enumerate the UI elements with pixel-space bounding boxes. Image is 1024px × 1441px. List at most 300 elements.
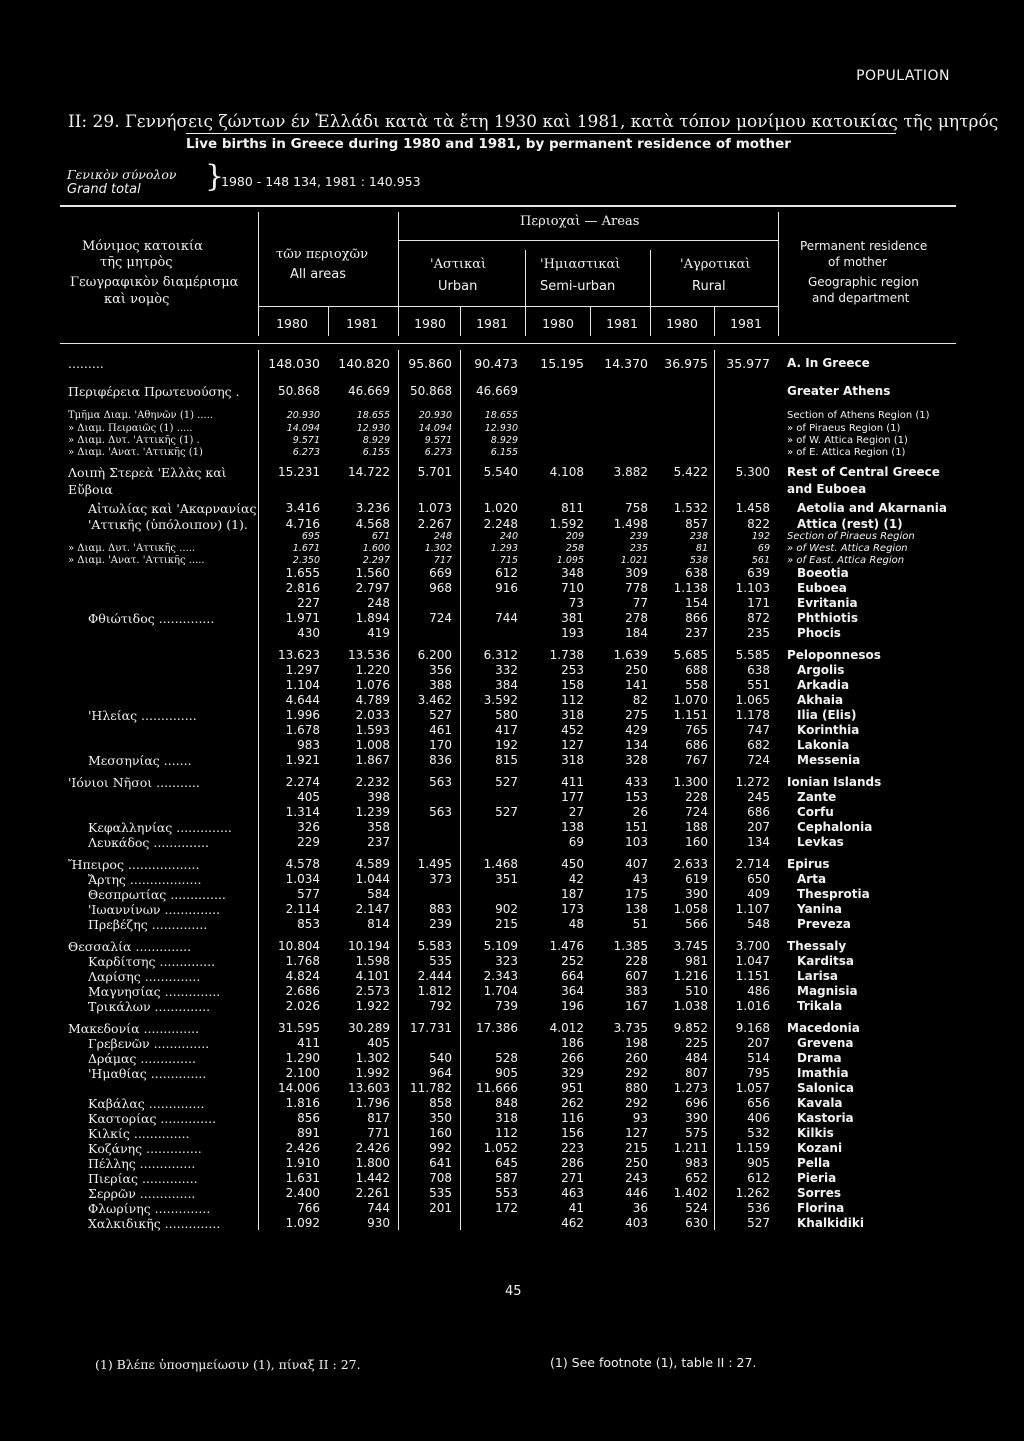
row-value-5: 1.498	[613, 517, 648, 531]
row-label-english: » of Piraeus Region (1)	[787, 423, 901, 434]
table-row	[0, 384, 1024, 402]
row-value-7: 1.057	[735, 1081, 770, 1095]
row-value-5: 103	[625, 835, 648, 849]
grand-total-label-greek: Γενικὸν σύνολον	[67, 167, 177, 182]
row-value-7: 536	[747, 1201, 770, 1215]
row-value-0: 20.930	[286, 410, 320, 421]
row-value-6: 558	[685, 678, 708, 692]
row-value-6: 724	[685, 805, 708, 819]
row-value-6: 807	[685, 1066, 708, 1080]
row-label-english: Messenia	[797, 753, 861, 767]
row-value-3: 112	[495, 1126, 518, 1140]
row-value-1: 1.302	[355, 1051, 390, 1065]
row-value-4: 329	[561, 1066, 584, 1080]
row-label-english: Lakonia	[797, 738, 850, 752]
row-value-7: 69	[757, 543, 770, 554]
row-label-english: Arkadia	[797, 678, 850, 692]
row-value-4: 1.592	[549, 517, 584, 531]
row-label-greek: Κιλκίς ..............	[88, 1126, 190, 1141]
row-value-7: 1.262	[735, 1186, 770, 1200]
row-value-7: 5.300	[735, 465, 770, 479]
year-rural-1980: 1980	[666, 316, 698, 331]
row-value-5: 184	[625, 626, 648, 640]
row-value-1: 1.008	[355, 738, 390, 752]
row-label-english: Phocis	[797, 626, 841, 640]
row-value-1: 1.992	[355, 1066, 390, 1080]
row-value-4: 266	[561, 1051, 584, 1065]
row-label-english: Macedonia	[787, 1021, 860, 1035]
row-value-2: 5.701	[417, 465, 452, 479]
row-value-5: 82	[632, 693, 648, 707]
row-value-3: 1.704	[483, 984, 518, 998]
row-value-5: 446	[625, 1186, 648, 1200]
row-value-0: 229	[297, 835, 320, 849]
year-divider-3	[590, 306, 591, 336]
year-divider-1	[328, 306, 329, 336]
row-label-greek: Γρεβενῶν ..............	[88, 1036, 210, 1051]
row-value-5: 1.385	[613, 939, 648, 953]
row-value-7: 486	[747, 984, 770, 998]
row-value-2: 724	[429, 611, 452, 625]
row-value-2: 20.930	[418, 410, 452, 421]
row-value-0: 227	[297, 596, 320, 610]
row-label-english: Khalkidiki	[797, 1216, 864, 1230]
row-value-1: 8.929	[362, 435, 390, 446]
row-value-3: 5.109	[483, 939, 518, 953]
header-left-line4: καὶ νομὸς	[104, 292, 170, 307]
row-value-6: 3.745	[673, 939, 708, 953]
row-value-0: 2.100	[285, 1066, 320, 1080]
row-value-1: 4.789	[355, 693, 390, 707]
header-all-areas-greek: τῶν περιοχῶν	[276, 247, 369, 262]
row-value-4: 42	[568, 872, 584, 886]
row-label-english: Ionian Islands	[787, 775, 882, 789]
row-value-6: 575	[685, 1126, 708, 1140]
row-value-1: 1.560	[355, 566, 390, 580]
table-title-greek: ΙΙ: 29. Γεννήσεις ζώντων έν Ἑλλάδι κατὰ τὰ ἔτη 1930 καὶ 1981, κατὰ τόπον μονίμου κατοικίας τῆς μητρός	[68, 112, 999, 132]
row-value-0: 13.623	[278, 648, 320, 662]
row-label-english: » of E. Attica Region (1)	[787, 447, 906, 458]
row-label-english: Korinthia	[797, 723, 860, 737]
row-value-3: 192	[495, 738, 518, 752]
row-value-7: 207	[747, 820, 770, 834]
row-label-english: Imathia	[797, 1066, 849, 1080]
header-all-areas-english: All areas	[290, 267, 347, 282]
row-label-greek: Χαλκιδικῆς ..............	[88, 1216, 221, 1231]
row-value-2: 717	[433, 555, 452, 566]
row-value-0: 577	[297, 887, 320, 901]
row-label-greek: Φθιώτιδος ..............	[88, 611, 215, 626]
row-value-0: 1.314	[285, 805, 320, 819]
row-value-0: 1.768	[285, 954, 320, 968]
row-value-2: 992	[429, 1141, 452, 1155]
row-value-6: 1.273	[673, 1081, 708, 1095]
header-rural-english: Rural	[692, 279, 726, 294]
row-value-5: 215	[625, 1141, 648, 1155]
row-value-1: 1.044	[355, 872, 390, 886]
row-value-2: 6.200	[417, 648, 452, 662]
row-value-4: 463	[561, 1186, 584, 1200]
row-value-1: 4.568	[355, 517, 390, 531]
row-value-4: 318	[561, 708, 584, 722]
table-row	[0, 917, 1024, 935]
row-value-7: 639	[747, 566, 770, 580]
row-value-0: 1.290	[285, 1051, 320, 1065]
row-value-5: 26	[632, 805, 648, 819]
row-value-1: 2.426	[355, 1141, 390, 1155]
row-value-4: 1.095	[556, 555, 584, 566]
row-value-5: 43	[632, 872, 648, 886]
row-value-5: 77	[632, 596, 648, 610]
row-value-7: 638	[747, 663, 770, 677]
row-value-5: 250	[625, 1156, 648, 1170]
row-label-english: Pella	[797, 1156, 831, 1170]
row-label-greek: 'Ιόνιοι Νῆσοι ...........	[68, 775, 200, 790]
row-value-3: 46.669	[476, 384, 518, 398]
row-value-5: 14.370	[604, 356, 648, 371]
row-value-2: 1.302	[424, 543, 452, 554]
row-value-4: 664	[561, 969, 584, 983]
row-label-greek: » Διαμ. Πειραιῶς (1) .....	[68, 423, 193, 434]
row-value-6: 154	[685, 596, 708, 610]
row-value-2: 95.860	[408, 356, 452, 371]
row-value-4: 193	[561, 626, 584, 640]
row-value-6: 9.852	[673, 1021, 708, 1035]
header-semi-urban-greek: 'Ημιαστικαὶ	[540, 257, 621, 272]
row-value-1: 2.797	[355, 581, 390, 595]
row-value-7: 1.103	[735, 581, 770, 595]
row-value-6: 619	[685, 872, 708, 886]
row-value-6: 160	[685, 835, 708, 849]
table-row	[0, 465, 1024, 483]
row-value-6: 1.058	[673, 902, 708, 916]
row-value-0: 1.034	[285, 872, 320, 886]
row-value-5: 3.735	[613, 1021, 648, 1035]
row-label-greek: Σερρῶν ..............	[88, 1186, 196, 1201]
row-label-english: Larisa	[797, 969, 839, 983]
row-label-english: Kastoria	[797, 1111, 854, 1125]
row-value-4: 15.195	[540, 356, 584, 371]
row-value-7: 795	[747, 1066, 770, 1080]
row-value-0: 1.671	[292, 543, 320, 554]
row-value-6: 1.402	[673, 1186, 708, 1200]
row-value-4: 348	[561, 566, 584, 580]
row-value-1: 1.796	[355, 1096, 390, 1110]
header-right-line4: and department	[812, 291, 910, 305]
row-value-2: 6.273	[424, 447, 452, 458]
row-value-7: 872	[747, 611, 770, 625]
row-value-3: 90.473	[474, 356, 518, 371]
row-value-3: 8.929	[490, 435, 518, 446]
header-divider-2	[398, 212, 399, 336]
row-value-1: 1.076	[355, 678, 390, 692]
title-rule	[186, 133, 896, 134]
row-value-2: 792	[429, 999, 452, 1013]
row-label-english: Argolis	[797, 663, 845, 677]
row-value-0: 14.006	[278, 1081, 320, 1095]
row-label-greek: » Διαμ. 'Ανατ. 'Αττικῆς .....	[68, 555, 205, 566]
table-row	[0, 626, 1024, 644]
row-value-6: 1.038	[673, 999, 708, 1013]
row-label-greek: Λοιπὴ Στερεὰ 'Ελλὰς καὶ	[68, 465, 227, 480]
row-value-6: 857	[685, 517, 708, 531]
row-value-7: 548	[747, 917, 770, 931]
row-value-1: 46.669	[348, 384, 390, 398]
year-rule	[258, 306, 778, 307]
row-value-1: 1.442	[355, 1171, 390, 1185]
row-label-greek: Πρεβέζης ..............	[88, 917, 208, 932]
row-value-2: 1.495	[417, 857, 452, 871]
row-value-3: 5.540	[483, 465, 518, 479]
row-value-1: 3.236	[355, 501, 390, 515]
row-value-6: 81	[695, 543, 708, 554]
row-value-3: 902	[495, 902, 518, 916]
row-value-3: 553	[495, 1186, 518, 1200]
row-value-1: 1.593	[355, 723, 390, 737]
row-value-0: 14.094	[286, 423, 320, 434]
row-value-6: 1.216	[673, 969, 708, 983]
row-value-3: 6.312	[483, 648, 518, 662]
row-value-7: 551	[747, 678, 770, 692]
row-value-7: 905	[747, 1156, 770, 1170]
row-value-4: 811	[561, 501, 584, 515]
row-label-english: Greater Athens	[787, 384, 891, 398]
table-row	[0, 447, 1024, 465]
row-value-6: 866	[685, 611, 708, 625]
row-value-2: 540	[429, 1051, 452, 1065]
row-value-0: 2.114	[285, 902, 320, 916]
row-label-greek: Αἰτωλίας καὶ 'Ακαρνανίας	[88, 501, 257, 516]
row-value-4: 318	[561, 753, 584, 767]
row-value-0: 3.416	[285, 501, 320, 515]
row-value-5: 51	[632, 917, 648, 931]
row-value-1: 4.101	[355, 969, 390, 983]
row-value-3: 580	[495, 708, 518, 722]
row-value-2: 883	[429, 902, 452, 916]
row-label-greek: Φλωρίνης ..............	[88, 1201, 211, 1216]
row-label-greek: » Διαμ. 'Ανατ. 'Αττικῆς (1)	[68, 447, 203, 458]
row-value-4: 1.738	[549, 648, 584, 662]
row-value-4: 209	[565, 531, 584, 542]
row-value-0: 148.030	[268, 356, 320, 371]
row-value-0: 9.571	[292, 435, 320, 446]
year-semi-1980: 1980	[542, 316, 574, 331]
row-value-1: 1.922	[355, 999, 390, 1013]
page-number: 45	[505, 1284, 522, 1299]
row-label-english: Peloponnesos	[787, 648, 881, 662]
row-value-4: 1.476	[549, 939, 584, 953]
row-value-6: 2.633	[673, 857, 708, 871]
row-label-english: and Euboea	[787, 482, 867, 496]
row-value-1: 2.147	[355, 902, 390, 916]
row-value-1: 1.600	[362, 543, 390, 554]
row-value-1: 18.655	[356, 410, 390, 421]
row-label-english: Aetolia and Akarnania	[797, 501, 947, 515]
row-label-english: Pieria	[797, 1171, 837, 1185]
row-value-2: 535	[429, 954, 452, 968]
row-value-1: 1.800	[355, 1156, 390, 1170]
row-value-3: 17.386	[476, 1021, 518, 1035]
row-value-3: 172	[495, 1201, 518, 1215]
row-value-7: 686	[747, 805, 770, 819]
header-urban-english: Urban	[438, 279, 478, 294]
table-row	[0, 356, 1024, 374]
row-value-0: 2.816	[285, 581, 320, 595]
row-value-0: 1.816	[285, 1096, 320, 1110]
row-value-1: 584	[367, 887, 390, 901]
row-label-greek: 'Ηλείας ..............	[88, 708, 197, 723]
row-label-english: Preveza	[797, 917, 851, 931]
row-value-5: 403	[625, 1216, 648, 1230]
row-value-0: 2.026	[285, 999, 320, 1013]
row-value-1: 237	[367, 835, 390, 849]
row-value-4: 41	[568, 1201, 584, 1215]
row-value-1: 930	[367, 1216, 390, 1230]
row-value-7: 1.065	[735, 693, 770, 707]
row-value-2: 373	[429, 872, 452, 886]
row-value-6: 688	[685, 663, 708, 677]
row-value-4: 112	[561, 693, 584, 707]
row-value-3: 2.248	[483, 517, 518, 531]
row-value-7: 532	[747, 1126, 770, 1140]
row-value-1: 358	[367, 820, 390, 834]
row-label-greek: Θεσσαλία ..............	[68, 939, 192, 954]
row-value-2: 239	[429, 917, 452, 931]
row-value-0: 1.104	[285, 678, 320, 692]
row-value-0: 856	[297, 1111, 320, 1125]
grand-total-value: 1980 - 148 134, 1981 : 140.953	[221, 174, 421, 189]
row-value-1: 1.867	[355, 753, 390, 767]
row-value-5: 260	[625, 1051, 648, 1065]
row-value-0: 430	[297, 626, 320, 640]
row-label-english: Grevena	[797, 1036, 854, 1050]
row-value-0: 326	[297, 820, 320, 834]
row-value-3: 215	[495, 917, 518, 931]
row-label-english: Thessaly	[787, 939, 847, 953]
row-label-greek: Ἤπειρος ..................	[68, 857, 200, 872]
header-rural-greek: 'Αγροτικαὶ	[680, 257, 751, 272]
row-label-english: Corfu	[797, 805, 834, 819]
row-value-4: 286	[561, 1156, 584, 1170]
row-value-3: 739	[495, 999, 518, 1013]
row-value-0: 853	[297, 917, 320, 931]
row-value-2: 14.094	[418, 423, 452, 434]
row-value-0: 1.921	[285, 753, 320, 767]
header-divider-1	[258, 212, 259, 336]
row-label-english: Karditsa	[797, 954, 854, 968]
row-value-5: 328	[625, 753, 648, 767]
row-value-6: 1.300	[673, 775, 708, 789]
row-value-2: 201	[429, 1201, 452, 1215]
row-value-5: 880	[625, 1081, 648, 1095]
row-label-english: Epirus	[787, 857, 830, 871]
row-label-english: Arta	[797, 872, 827, 886]
row-label-english: A. In Greece	[787, 356, 870, 370]
row-value-2: 563	[429, 775, 452, 789]
row-value-4: 48	[568, 917, 584, 931]
row-value-1: 13.603	[348, 1081, 390, 1095]
year-semi-1981: 1981	[606, 316, 638, 331]
row-value-3: 744	[495, 611, 518, 625]
year-divider-4	[714, 306, 715, 336]
row-value-2: 350	[429, 1111, 452, 1125]
row-value-1: 2.261	[355, 1186, 390, 1200]
row-value-3: 715	[499, 555, 518, 566]
row-value-2: 388	[429, 678, 452, 692]
row-value-2: 461	[429, 723, 452, 737]
row-value-6: 566	[685, 917, 708, 931]
row-value-1: 248	[367, 596, 390, 610]
row-value-3: 645	[495, 1156, 518, 1170]
row-value-5: 275	[625, 708, 648, 722]
row-value-4: 258	[565, 543, 584, 554]
row-value-6: 237	[685, 626, 708, 640]
row-label-greek: Μαγνησίας ..............	[88, 984, 221, 999]
section-label: POPULATION	[856, 68, 950, 84]
row-value-4: 271	[561, 1171, 584, 1185]
row-value-1: 1.239	[355, 805, 390, 819]
row-value-0: 1.678	[285, 723, 320, 737]
row-value-1: 14.722	[348, 465, 390, 479]
row-value-4: 69	[568, 835, 584, 849]
row-value-3: 323	[495, 954, 518, 968]
row-value-6: 1.138	[673, 581, 708, 595]
row-value-5: 243	[625, 1171, 648, 1185]
row-value-6: 390	[685, 887, 708, 901]
header-semi-urban-english: Semi-urban	[540, 279, 616, 294]
row-label-greek: .........	[68, 356, 104, 371]
row-value-1: 1.894	[355, 611, 390, 625]
row-value-4: 381	[561, 611, 584, 625]
year-all-1981: 1981	[346, 316, 378, 331]
row-value-4: 4.012	[549, 1021, 584, 1035]
row-value-7: 747	[747, 723, 770, 737]
row-value-3: 351	[495, 872, 518, 886]
row-label-english: » of West. Attica Region	[787, 543, 908, 554]
row-value-3: 528	[495, 1051, 518, 1065]
row-value-0: 766	[297, 1201, 320, 1215]
row-value-6: 228	[685, 790, 708, 804]
row-label-greek: Πιερίας ..............	[88, 1171, 198, 1186]
row-value-5: 138	[625, 902, 648, 916]
row-value-5: 134	[625, 738, 648, 752]
row-value-3: 240	[499, 531, 518, 542]
row-label-greek: Ἄρτης ..................	[88, 872, 202, 887]
row-value-5: 235	[629, 543, 648, 554]
row-label-english: Section of Athens Region (1)	[787, 410, 930, 421]
row-value-1: 10.194	[348, 939, 390, 953]
row-value-6: 652	[685, 1171, 708, 1185]
row-value-1: 2.297	[362, 555, 390, 566]
row-value-7: 406	[747, 1111, 770, 1125]
row-value-5: 292	[625, 1066, 648, 1080]
row-label-english: Kozani	[797, 1141, 843, 1155]
row-value-2: 964	[429, 1066, 452, 1080]
row-value-5: 778	[625, 581, 648, 595]
row-label-english: Kavala	[797, 1096, 843, 1110]
row-value-6: 36.975	[664, 356, 708, 371]
row-value-0: 1.971	[285, 611, 320, 625]
row-label-greek: 'Ημαθίας ..............	[88, 1066, 207, 1081]
row-value-2: 1.812	[417, 984, 452, 998]
row-value-6: 1.151	[673, 708, 708, 722]
row-label-english: Boeotia	[797, 566, 849, 580]
row-value-3: 527	[495, 805, 518, 819]
row-value-6: 510	[685, 984, 708, 998]
row-value-6: 188	[685, 820, 708, 834]
row-value-5: 407	[625, 857, 648, 871]
header-divider-3	[778, 212, 779, 336]
